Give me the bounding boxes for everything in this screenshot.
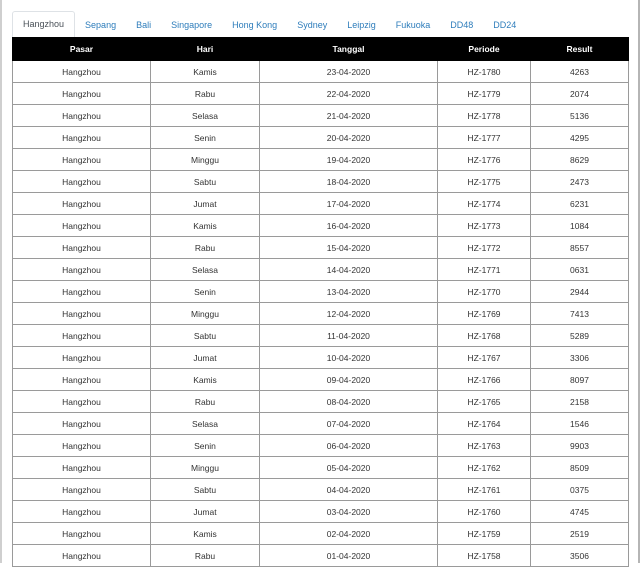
table-row <box>13 193 629 215</box>
cell-tanggal: 07-04-2020 <box>260 413 438 435</box>
table-row <box>13 501 629 523</box>
cell-tanggal: 11-04-2020 <box>260 325 438 347</box>
cell-pasar: Hangzhou <box>13 149 151 171</box>
table-row <box>13 435 629 457</box>
tab-bali[interactable]: Bali <box>136 20 152 30</box>
cell-pasar: Hangzhou <box>13 83 151 105</box>
cell-tanggal: 01-04-2020 <box>260 545 438 567</box>
header-result: Result <box>531 38 629 61</box>
cell-periode: HZ-1779 <box>438 83 531 105</box>
cell-pasar: Hangzhou <box>13 369 151 391</box>
cell-hari: Rabu <box>151 545 260 567</box>
cell-hari: Selasa <box>151 413 260 435</box>
cell-periode: HZ-1776 <box>438 149 531 171</box>
cell-pasar: Hangzhou <box>13 413 151 435</box>
cell-tanggal: 17-04-2020 <box>260 193 438 215</box>
cell-pasar: Hangzhou <box>13 347 151 369</box>
cell-result: 8557 <box>531 237 629 259</box>
cell-hari: Kamis <box>151 523 260 545</box>
table-row <box>13 127 629 149</box>
cell-result: 8097 <box>531 369 629 391</box>
cell-hari: Rabu <box>151 237 260 259</box>
cell-result: 8509 <box>531 457 629 479</box>
cell-result: 9903 <box>531 435 629 457</box>
cell-periode: HZ-1774 <box>438 193 531 215</box>
cell-periode: HZ-1767 <box>438 347 531 369</box>
left-border <box>0 0 2 563</box>
cell-tanggal: 10-04-2020 <box>260 347 438 369</box>
cell-tanggal: 05-04-2020 <box>260 457 438 479</box>
cell-hari: Minggu <box>151 457 260 479</box>
cell-periode: HZ-1768 <box>438 325 531 347</box>
cell-tanggal: 02-04-2020 <box>260 523 438 545</box>
cell-periode: HZ-1772 <box>438 237 531 259</box>
table-row <box>13 259 629 281</box>
tab-sepang[interactable]: Sepang <box>85 20 117 30</box>
cell-hari: Selasa <box>151 105 260 127</box>
cell-result: 1546 <box>531 413 629 435</box>
cell-result: 0631 <box>531 259 629 281</box>
cell-pasar: Hangzhou <box>13 215 151 237</box>
cell-result: 4263 <box>531 61 629 83</box>
table-row <box>13 545 629 567</box>
cell-tanggal: 09-04-2020 <box>260 369 438 391</box>
header-tanggal: Tanggal <box>260 38 438 61</box>
cell-periode: HZ-1759 <box>438 523 531 545</box>
tab-sydney[interactable]: Sydney <box>297 20 328 30</box>
cell-hari: Kamis <box>151 369 260 391</box>
cell-result: 4295 <box>531 127 629 149</box>
cell-pasar: Hangzhou <box>13 171 151 193</box>
cell-result: 4745 <box>531 501 629 523</box>
cell-result: 8629 <box>531 149 629 171</box>
cell-result: 5289 <box>531 325 629 347</box>
cell-tanggal: 04-04-2020 <box>260 479 438 501</box>
cell-pasar: Hangzhou <box>13 193 151 215</box>
tab-leipzig[interactable]: Leipzig <box>347 20 376 30</box>
cell-tanggal: 03-04-2020 <box>260 501 438 523</box>
cell-result: 3506 <box>531 545 629 567</box>
cell-hari: Kamis <box>151 61 260 83</box>
cell-periode: HZ-1761 <box>438 479 531 501</box>
table-row <box>13 523 629 545</box>
cell-periode: HZ-1778 <box>438 105 531 127</box>
cell-tanggal: 16-04-2020 <box>260 215 438 237</box>
cell-hari: Minggu <box>151 149 260 171</box>
cell-hari: Senin <box>151 435 260 457</box>
table-row <box>13 457 629 479</box>
cell-pasar: Hangzhou <box>13 479 151 501</box>
table-row <box>13 237 629 259</box>
table-row <box>13 413 629 435</box>
cell-pasar: Hangzhou <box>13 105 151 127</box>
cell-periode: HZ-1758 <box>438 545 531 567</box>
cell-periode: HZ-1769 <box>438 303 531 325</box>
cell-hari: Jumat <box>151 501 260 523</box>
table-header <box>13 38 629 61</box>
cell-pasar: Hangzhou <box>13 325 151 347</box>
table-row <box>13 369 629 391</box>
cell-result: 3306 <box>531 347 629 369</box>
cell-result: 0375 <box>531 479 629 501</box>
cell-tanggal: 22-04-2020 <box>260 83 438 105</box>
cell-hari: Kamis <box>151 215 260 237</box>
cell-pasar: Hangzhou <box>13 61 151 83</box>
tab-hangzhou[interactable]: Hangzhou <box>12 11 75 37</box>
cell-tanggal: 08-04-2020 <box>260 391 438 413</box>
table-row <box>13 391 629 413</box>
cell-hari: Senin <box>151 281 260 303</box>
cell-tanggal: 06-04-2020 <box>260 435 438 457</box>
cell-periode: HZ-1775 <box>438 171 531 193</box>
cell-pasar: Hangzhou <box>13 237 151 259</box>
tab-singapore[interactable]: Singapore <box>171 20 213 30</box>
cell-tanggal: 13-04-2020 <box>260 281 438 303</box>
cell-result: 2944 <box>531 281 629 303</box>
cell-tanggal: 12-04-2020 <box>260 303 438 325</box>
cell-result: 2473 <box>531 171 629 193</box>
results-table <box>12 37 629 567</box>
cell-tanggal: 18-04-2020 <box>260 171 438 193</box>
market-tabs <box>12 11 628 37</box>
cell-pasar: Hangzhou <box>13 523 151 545</box>
cell-hari: Senin <box>151 127 260 149</box>
cell-periode: HZ-1766 <box>438 369 531 391</box>
cell-pasar: Hangzhou <box>13 501 151 523</box>
cell-pasar: Hangzhou <box>13 457 151 479</box>
cell-pasar: Hangzhou <box>13 259 151 281</box>
table-row <box>13 149 629 171</box>
cell-pasar: Hangzhou <box>13 391 151 413</box>
cell-hari: Selasa <box>151 259 260 281</box>
cell-periode: HZ-1777 <box>438 127 531 149</box>
tab-dd48[interactable]: DD48 <box>450 20 474 30</box>
cell-pasar: Hangzhou <box>13 435 151 457</box>
cell-result: 2158 <box>531 391 629 413</box>
table-row <box>13 105 629 127</box>
tab-dd24[interactable]: DD24 <box>493 20 517 30</box>
table-row <box>13 83 629 105</box>
table-body <box>13 61 629 567</box>
cell-periode: HZ-1763 <box>438 435 531 457</box>
cell-hari: Jumat <box>151 193 260 215</box>
header-periode: Periode <box>438 38 531 61</box>
cell-result: 1084 <box>531 215 629 237</box>
cell-pasar: Hangzhou <box>13 127 151 149</box>
cell-periode: HZ-1780 <box>438 61 531 83</box>
cell-hari: Sabtu <box>151 171 260 193</box>
table-row <box>13 347 629 369</box>
cell-periode: HZ-1762 <box>438 457 531 479</box>
cell-hari: Minggu <box>151 303 260 325</box>
table-row <box>13 281 629 303</box>
cell-tanggal: 21-04-2020 <box>260 105 438 127</box>
tab-hong-kong[interactable]: Hong Kong <box>232 20 278 30</box>
table-row <box>13 479 629 501</box>
cell-tanggal: 19-04-2020 <box>260 149 438 171</box>
table-row <box>13 215 629 237</box>
cell-hari: Rabu <box>151 391 260 413</box>
cell-tanggal: 14-04-2020 <box>260 259 438 281</box>
cell-result: 2074 <box>531 83 629 105</box>
header-hari: Hari <box>151 38 260 61</box>
cell-periode: HZ-1771 <box>438 259 531 281</box>
header-pasar: Pasar <box>13 38 151 61</box>
cell-result: 2519 <box>531 523 629 545</box>
cell-periode: HZ-1765 <box>438 391 531 413</box>
cell-tanggal: 20-04-2020 <box>260 127 438 149</box>
cell-hari: Sabtu <box>151 479 260 501</box>
cell-tanggal: 15-04-2020 <box>260 237 438 259</box>
cell-pasar: Hangzhou <box>13 303 151 325</box>
cell-periode: HZ-1770 <box>438 281 531 303</box>
cell-pasar: Hangzhou <box>13 281 151 303</box>
cell-result: 5136 <box>531 105 629 127</box>
cell-hari: Sabtu <box>151 325 260 347</box>
cell-hari: Rabu <box>151 83 260 105</box>
table-row <box>13 303 629 325</box>
cell-hari: Jumat <box>151 347 260 369</box>
cell-periode: HZ-1764 <box>438 413 531 435</box>
cell-result: 6231 <box>531 193 629 215</box>
table-row <box>13 325 629 347</box>
tab-fukuoka[interactable]: Fukuoka <box>395 20 431 30</box>
cell-pasar: Hangzhou <box>13 545 151 567</box>
cell-tanggal: 23-04-2020 <box>260 61 438 83</box>
cell-result: 7413 <box>531 303 629 325</box>
table-row <box>13 61 629 83</box>
table-row <box>13 171 629 193</box>
cell-periode: HZ-1760 <box>438 501 531 523</box>
cell-periode: HZ-1773 <box>438 215 531 237</box>
